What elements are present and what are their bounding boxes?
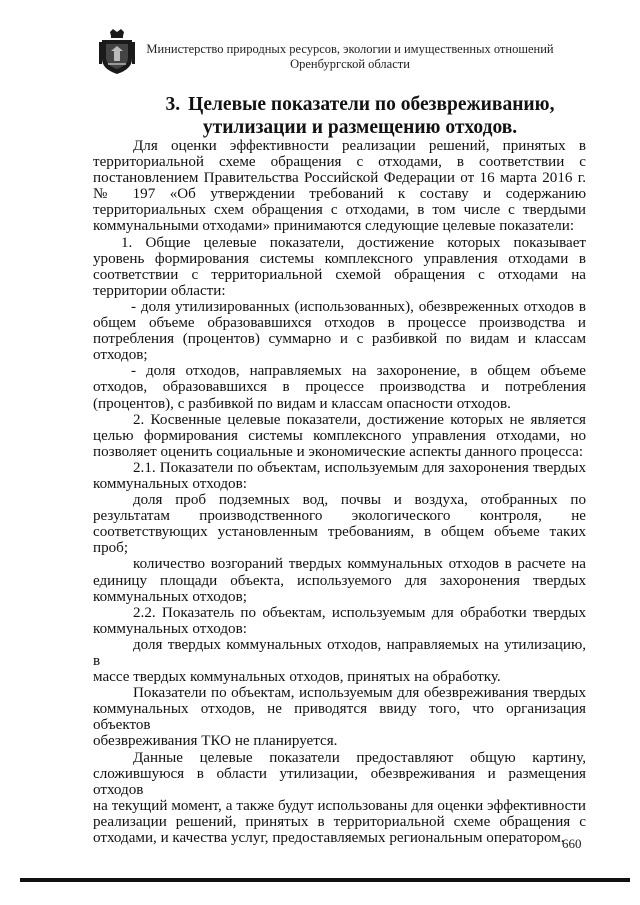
text-line: позволяет оценить социальные и экономические аспекты данного процесса: [93,443,584,460]
section-title [140,93,580,139]
text-line: сложившуюся в области утилизации, обезвреживания и размещения отходов [93,765,586,798]
text-line: Показатели по объектам, используемым для обезвреживания твердых [133,685,586,702]
text-line: результатам производственного экологического контроля, не [93,508,586,525]
text-line: потребления (процентов) суммарно и с разбивкой по видам и классам [93,331,586,348]
section-title-line1: Целевые показатели по обезвреживанию, [188,94,555,115]
section-title-line2: утилизации и размещению отходов. [202,117,518,138]
text-line: 2.2. Показатель по объектам, используемым для обработки твердых [133,604,586,621]
text-line: 1. Общие целевые показатели, достижение которых показывает [121,234,586,251]
section-number: 3. [165,94,181,115]
body-text [93,138,586,846]
text-line: коммунальных отходов, не приводятся ввиду того, что организация объектов [93,701,586,734]
text-line: 2. Косвенные целевые показатели, достижение которых не является [133,411,586,428]
text-line: общем объеме образовавшихся отходов в процессе производства и [93,315,586,332]
text-line: территориальной схеме обращения с отходами, в соответствии с [93,154,586,171]
text-line: территории области: [93,282,226,299]
text-line: коммунальных отходов: [93,475,247,492]
text-line: массе твердых коммунальных отходов, принятых на обработку. [93,669,501,686]
text-line: № 197 «Об утверждении требований к составу и содержанию [93,186,586,203]
bottom-rule [20,878,630,882]
text-line: реализации решений, принятых в территориальной схеме обращения с [93,813,586,830]
text-line: отходами, и качества услуг, предоставляемых региональным оператором. [93,830,565,847]
document-header [140,42,560,72]
text-line: - доля отходов, направляемых на захоронение, в общем объеме [131,363,586,380]
text-line: целью формирования системы комплексного управления отходами, но [93,427,586,444]
text-line: уровень формирования системы комплексного управления отходами в [93,250,586,267]
text-line: коммунальными отходами» принимаются следующие целевые показатели: [93,218,575,235]
text-line: территориальных схем обращения с отходами, в том числе с твердыми [93,202,586,219]
text-line: отходов; [93,347,148,364]
text-line: соответствующих установленным требованиям, в общем объеме таких проб; [93,524,586,557]
text-line: - доля утилизированных (использованных), обезвреженных отходов в [131,298,586,315]
ministry-name-line1: Министерство природных ресурсов, экологии и имущественных отношений [146,42,554,56]
ministry-name-line2: Оренбургской области [290,57,410,71]
text-line: (процентов), с разбивкой по видам и классам опасности отходов. [93,395,511,412]
text-line: отходов, образовавшихся в процессе производства и потребления [93,379,586,396]
text-line: обезвреживания ТКО не планируется. [93,733,338,750]
text-line: единицу площади объекта, используемого для захоронения твердых [93,572,586,589]
text-line: 2.1. Показатели по объектам, используемым для захоронения твердых [133,459,586,476]
text-line: доля проб подземных вод, почвы и воздуха, отобранных по [133,492,586,509]
coat-of-arms-icon [99,29,135,75]
text-line: Данные целевые показатели предоставляют общую картину, [133,749,586,766]
text-line: Для оценки эффективности реализации решений, принятых в [133,138,586,154]
text-line: коммунальных отходов; [93,588,247,605]
text-line: на текущий момент, а также будут использованы для оценки эффективности [93,797,586,814]
text-line: коммунальных отходов: [93,620,247,637]
text-line: доля твердых коммунальных отходов, направляемых на утилизацию, в [93,636,586,669]
text-line: соответствии с территориальной схемой обращения с отходами на [93,266,586,283]
page-number: 660 [562,836,582,851]
text-line: постановлением Правительства Российской Федерации от 16 марта 2016 г. [93,170,586,187]
text-line: количество возгораний твердых коммунальных отходов в расчете на [133,556,586,573]
